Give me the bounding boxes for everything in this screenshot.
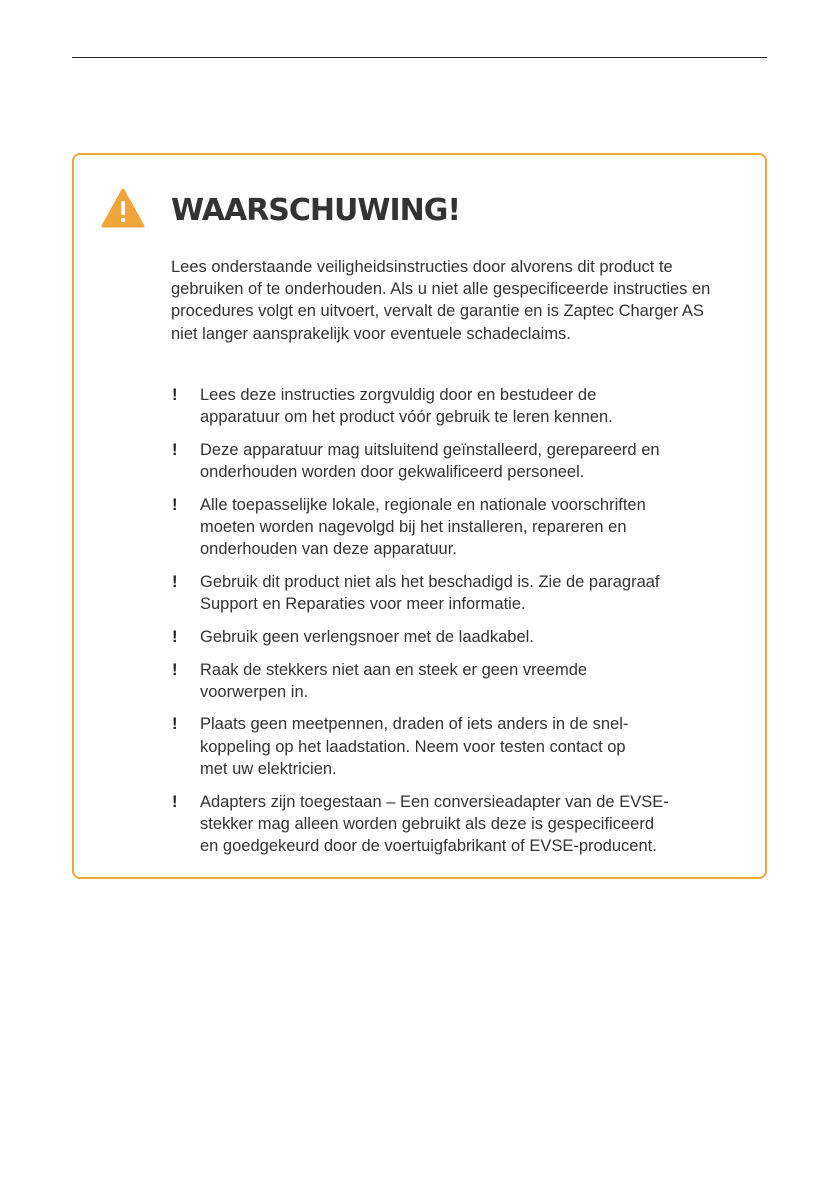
exclamation-icon: ! — [172, 440, 178, 459]
header-rule — [72, 57, 767, 58]
list-item-text: Alle toepasselijke lokale, regionale en nationale voorschriften moeten worden nagevolgd bij het installeren, repareren en onderhouden van deze apparatuur. — [200, 495, 646, 559]
list-item-text: Plaats geen meetpennen, draden of iets anders in de snel- koppeling op het laadstation. Neem voor testen contact op met uw elektricien. — [200, 715, 629, 778]
warning-box — [72, 153, 767, 879]
list-item-text: Gebruik geen verlengsnoer met de laadkabel. — [200, 627, 534, 646]
exclamation-icon: ! — [172, 572, 178, 591]
list-item-text: Lees deze instructies zorgvuldig door en bestudeer de apparatuur om het product vóór gebruik te leren kennen. — [200, 386, 613, 427]
list-item — [171, 494, 731, 561]
list-item — [171, 791, 731, 858]
list-item — [171, 713, 731, 780]
list-item-text: Gebruik dit product niet als het beschadigd is. Zie de paragraaf Support en Reparaties voor meer informatie. — [200, 572, 660, 614]
list-item-text: Raak de stekkers niet aan en steek er geen vreemde voorwerpen in. — [200, 660, 588, 701]
exclamation-icon: ! — [172, 495, 178, 514]
list-item-text: Deze apparatuur mag uitsluitend geïnstalleerd, gerepareerd en onderhouden worden door gekwalificeerd personeel. — [200, 440, 660, 482]
list-item — [171, 626, 731, 648]
warning-triangle-icon — [101, 188, 145, 228]
list-item — [171, 659, 731, 703]
exclamation-icon: ! — [172, 715, 178, 734]
list-item-text: Adapters zijn toegestaan – Een conversieadapter van de EVSE- stekker mag alleen worden gebruikt als deze is gespecificeerd en goedgekeurd door de voertuigfabrikant of EVSE-producent. — [200, 792, 669, 855]
exclamation-icon: ! — [172, 792, 178, 811]
list-item — [171, 384, 731, 428]
exclamation-icon: ! — [172, 660, 178, 679]
list-item — [171, 571, 731, 615]
exclamation-icon: ! — [172, 386, 178, 404]
exclamation-icon: ! — [172, 627, 178, 646]
warning-title: WAARSCHUWING! — [171, 193, 461, 228]
list-item — [171, 439, 731, 483]
warning-intro: Lees onderstaande veiligheidsinstructies door alvorens dit product te gebruiken of te onderhouden. Als u niet alle gespecificeerde instructies en procedures volgt en uitvoert, vervalt de garantie en is Zaptec Charger AS niet langer aansprakelijk voor eventuele schadeclaims. — [171, 258, 711, 343]
warning-list — [171, 384, 731, 868]
